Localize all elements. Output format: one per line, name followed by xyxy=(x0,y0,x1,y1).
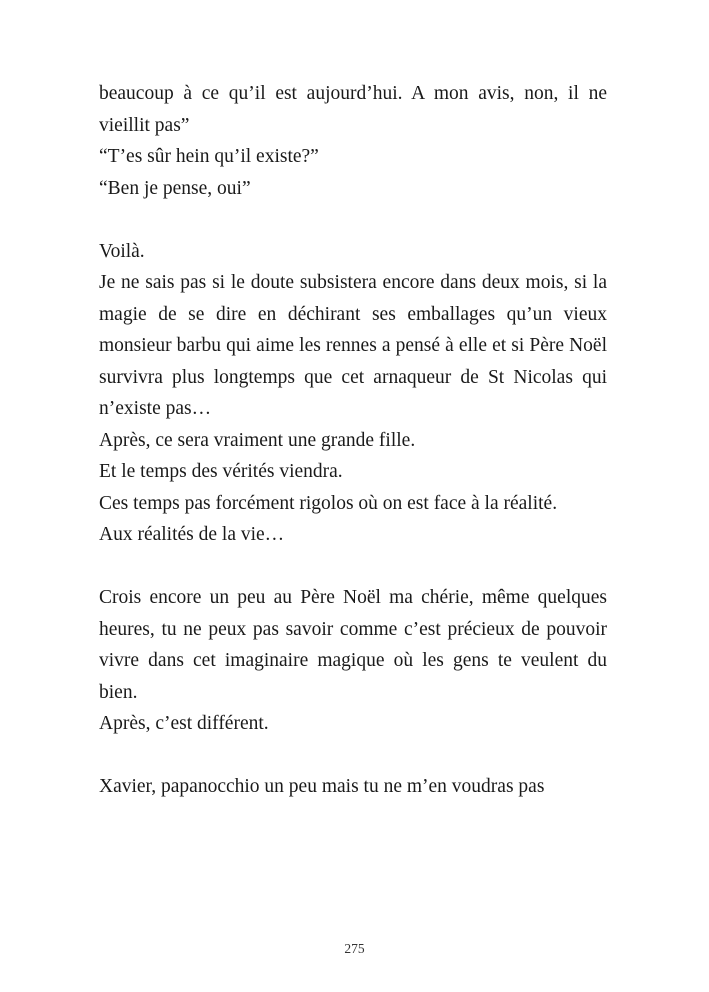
body-text xyxy=(99,78,607,803)
page-number: 275 xyxy=(344,941,365,956)
paragraph-spacer xyxy=(99,551,607,583)
paragraph-4: Voilà. xyxy=(99,240,145,262)
paragraph-9: Aux réalités de la vie… xyxy=(99,524,285,545)
paragraph-10: Crois encore un peu au Père Noël ma chérie, même quelques heures, tu ne peux pas savoir comme c’est précieux de pouvoir vivre dans cet imaginaire magique où les gens te veulent du bien. xyxy=(99,587,607,703)
paragraph-1: beaucoup à ce qu’il est aujourd’hui. A mon avis, non, il ne vieillit pas” xyxy=(99,83,607,136)
paragraph-11: Après, c’est différent. xyxy=(99,713,269,734)
paragraph-12: Xavier, papanocchio un peu mais tu ne m’en voudras pas xyxy=(99,776,545,797)
paragraph-spacer xyxy=(99,740,607,772)
paragraph-8: Ces temps pas forcément rigolos où on est face à la réalité. xyxy=(99,492,558,514)
paragraph-spacer xyxy=(99,204,607,236)
paragraph-7: Et le temps des vérités viendra. xyxy=(99,461,343,482)
paragraph-3: “Ben je pense, oui” xyxy=(99,177,251,199)
paragraph-5: Je ne sais pas si le doute subsistera encore dans deux mois, si la magie de se dire en déchirant ses emballages qu’un vieux monsieur barbu qui aime les rennes a pensé à elle et si Père Noël survivra plus longtemps que cet arnaqueur de St Nicolas qui n’existe pas… xyxy=(99,272,607,419)
paragraph-2: “T’es sûr hein qu’il existe?” xyxy=(99,146,319,167)
paragraph-6: Après, ce sera vraiment une grande fille. xyxy=(99,429,416,451)
